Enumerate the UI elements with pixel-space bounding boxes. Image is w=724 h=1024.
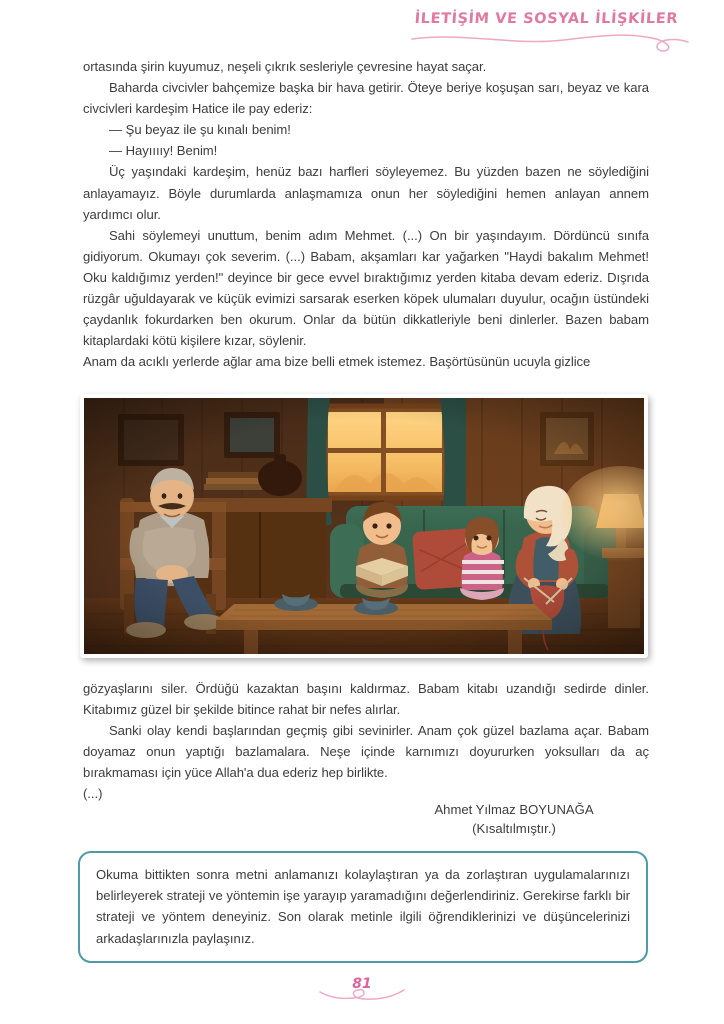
dialogue-line: — Şu beyaz ile şu kınalı benim! xyxy=(109,122,291,138)
page-number: 81 xyxy=(352,976,372,992)
author-attribution xyxy=(380,800,648,838)
illustration-frame xyxy=(84,398,644,654)
paragraph-ellipsis: (...) xyxy=(83,786,103,802)
paragraph: Baharda civcivler bahçemize başka bir hava getirir. Öteye beriye koşuşan sarı, beyaz ve kara civcivleri kardeşim Hatice ile pay ederiz: xyxy=(83,80,649,117)
author-note: (Kısaltılmıştır.) xyxy=(472,821,556,836)
page-header xyxy=(394,12,694,58)
unit-title: İLETİŞİM VE SOSYAL İLİŞKİLER xyxy=(414,11,679,27)
page-footer xyxy=(0,966,724,1010)
article-text-top xyxy=(83,56,649,372)
paragraph: Sahi söylemeyi unuttum, benim adım Mehmet. (...) On bir yaşındayım. Dördüncü sınıfa gidiyorum. Okumayı çok severim. (...) Babam, akşamları kar yağarken "Haydi bakalım Mehmet! Oku kaldığımız yerden!" deyince bir gece evvel bıraktığımız yerden kitaba devam ederiz. Dışrıda rüzgâr uğuldayarak ve küçük evimizi sarsarak eserken köpek ulumaları duyulur, ocağın üstündeki çaydanlık fokurdarken ben okurum. Onlar da bütün dikkatleriyle beni dinlerler. Bazen babam kitaplardaki kötü kişilere kızar, söylenir. xyxy=(83,227,649,349)
dialogue-line: — Hayııııy! Benim! xyxy=(109,143,218,159)
family-evening-scene-image xyxy=(84,398,644,654)
paragraph: Sanki olay kendi başlarından geçmiş gibi sevinirler. Anam çok güzel bazlama açar. Babam doyamaz onun yaptığı bazlamalara. Neşe içinde karnımızı doyururken yoksulları da aç bırakmaması için yüce Allah'a dua ederiz hep birlikte. xyxy=(83,723,649,781)
callout-text: Okuma bittikten sonra metni anlamanızı kolaylaştıran ya da zorlaştıran uygulamalarınızı belirleyerek strateji ve yöntemin işe yarayıp yaramadığını değerlendiriniz. Gerekirse farklı bir strateji ve yöntem deneyiniz. Son olarak metinle ilgili öğrendiklerinizi ve düşüncelerinizi arkadaşlarınızla paylaşınız. xyxy=(96,867,630,946)
paragraph: Üç yaşındaki kardeşim, henüz bazı harfleri söyleyemez. Bu yüzden bazen ne söylediğini anlayamayız. Böyle durumlarda anlaşmamıza onun her söylediğini hemen anlayan annem yardımcı olur. xyxy=(83,164,649,222)
author-name: Ahmet Yılmaz BOYUNAĞA xyxy=(434,802,594,817)
article-text-bottom xyxy=(83,678,649,805)
paragraph: Anam da acıklı yerlerde ağlar ama bize belli etmek istemez. Başörtüsünün ucuyla gizlice xyxy=(83,354,591,370)
paragraph: ortasında şirin kuyumuz, neşeli çıkrık sesleriyle çevresine hayat saçar. xyxy=(83,59,487,74)
header-swoosh-decoration xyxy=(404,30,694,58)
paragraph: gözyaşlarını siler. Ördüğü kazaktan başını kaldırmaz. Babam kitabı uzandığı sedirde dinler. Kitabımız güzel bir şekilde bitince rahat bir nefes alırlar. xyxy=(83,681,649,718)
activity-callout-box xyxy=(78,851,648,963)
story-illustration xyxy=(80,394,648,658)
